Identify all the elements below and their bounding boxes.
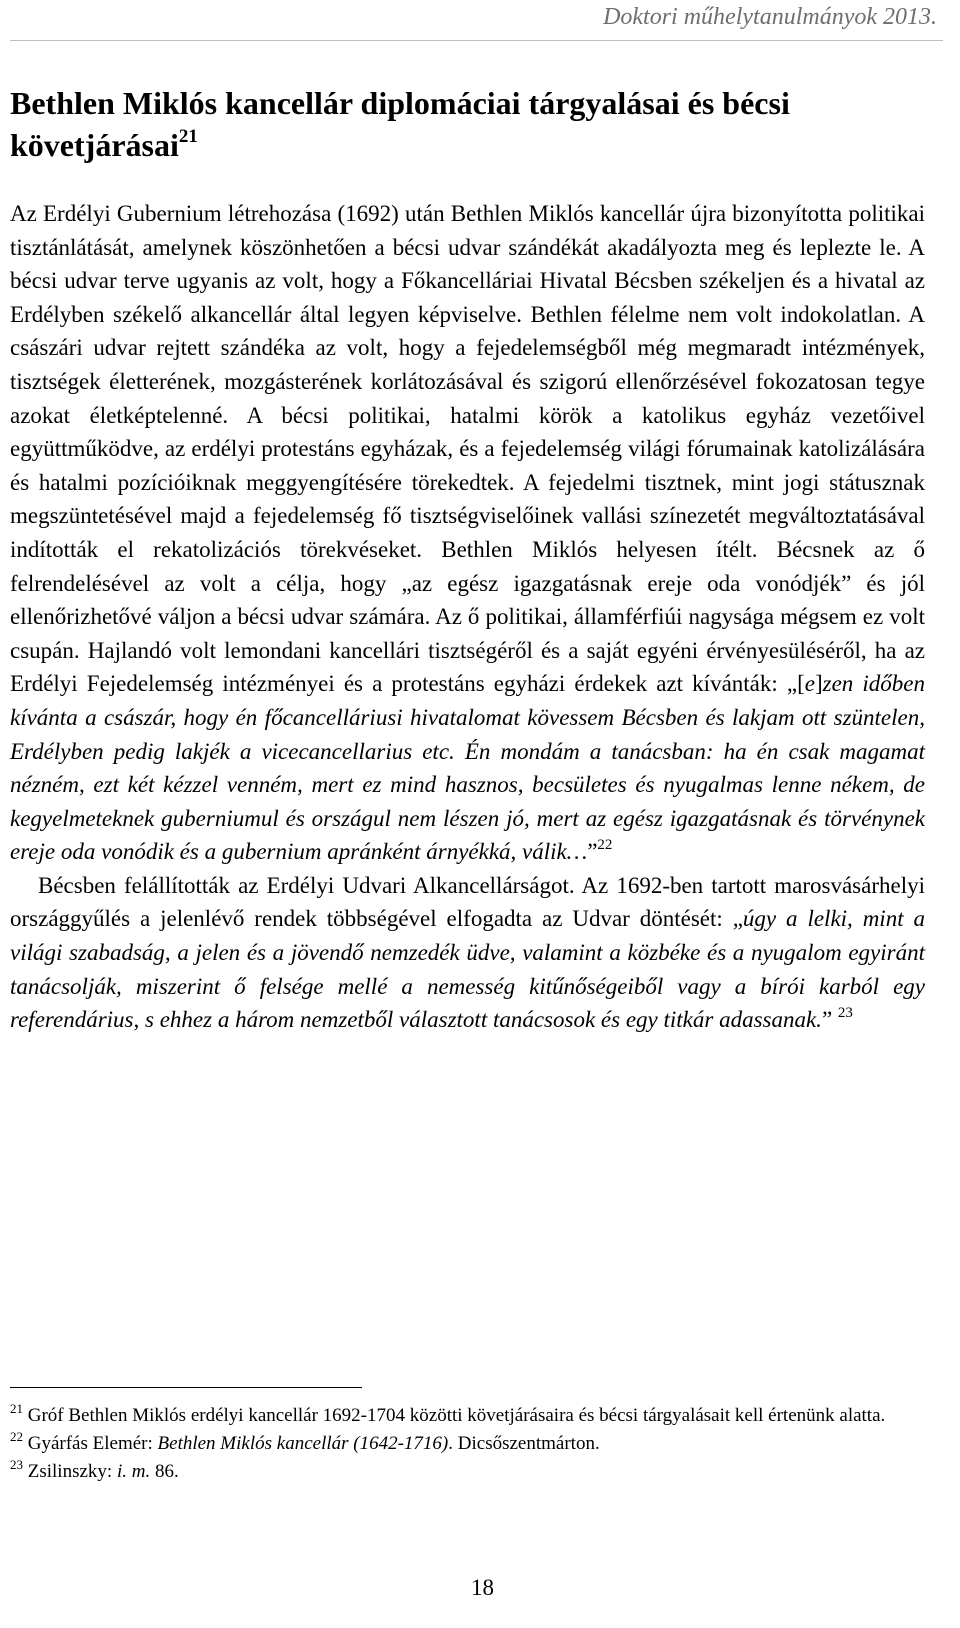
title-footnote-ref[interactable]: 21 — [178, 126, 198, 147]
footnote-ibid: i. m. — [116, 1461, 151, 1482]
footnote-number: 21 — [10, 1401, 23, 1416]
footnote-author: Zsilinszky: — [27, 1461, 117, 1482]
paragraph-1 — [10, 197, 925, 869]
document-page — [10, 0, 955, 1628]
header-rule — [10, 40, 943, 41]
quote-end-mark: ” — [587, 839, 598, 865]
paragraph-1-text: Az Erdélyi Gubernium létrehozása (1692) után Bethlen Miklós kancellár újra bizonyította politikai tisztánlátását, amelynek köszönhetően a bécsi udvar szándékát akadályozta meg és leplezte le. A bécsi udvar terve ugyanis az volt, hogy a Főkancelláriai Hivatal Bécsben székeljen és a hivatal az Erdélyben székelő alkancellár által legyen képviselve. Bethlen félelme nem volt indokolatlan. A császári udvar rejtett szándéka az volt, hogy a fejedelemségből még megmaradt intézmények, tisztségek életterének, mozgásterének korlátozásával és szigorú ellenőrzésével fokozatosan tegye azokat életképtelenné. A bécsi politikai, hatalmi körök a katolikus egyház vezetőivel együttműködve, az erdélyi protestáns egyházak, és a fejedelemség világi fórumainak katolizálására és hatalmi pozícióiknak meggyengítésére törekedtek. A fejedelmi tisztnek, mint jogi státusznak megszüntetésével majd a fejedelemség fő tisztségviselőinek vallási színezetét megváltoztatásával indították el rekatolizációs törekvéseket. Bethlen Miklós helyesen ítélt. Bécsnek az ő felrendelésével az volt a célja, hogy „az egész igazgatásnak ereje oda vonódjék” és jól ellenőrizhetővé váljon a bécsi udvar számára. Az ő politikai, államférfiúi nagysága mégsem ez volt csupán. Hajlandó volt lemondani kancellári tisztségéről és a saját egyéni érvényesüléséről, ha az Erdélyi Fejedelemség intézményei és a protestáns egyházi érdekek azt kívánták: „[ — [10, 201, 925, 697]
article-body — [10, 197, 925, 1037]
quote-diet: úgy a lelki, mint a világi szabadság, a jelen és a jövendő nemzedék üdve, valamint a közbéke és a nyugalom egyiránt tanácsolják, miszerint ő felsége mellé a nemesség kitűnőségeiből vagy a bírói karból egy referendárius, s ehhez a három nemzetből választott tanácsosok és egy titkár adassanak. — [10, 906, 925, 1033]
footnote-ref-22[interactable]: 22 — [597, 837, 613, 854]
footnote-place: . Dicsőszentmárton. — [448, 1433, 600, 1454]
footnote-23 — [10, 1458, 925, 1486]
article-title-text: Bethlen Miklós kancellár diplomáciai tárgyalásai és bécsi követjárásai — [10, 85, 790, 163]
footnote-author: Gyárfás Elemér: — [27, 1433, 158, 1454]
quote-bracket-close: ] — [814, 671, 823, 697]
footnote-22 — [10, 1430, 925, 1458]
page-number: 18 — [471, 1575, 494, 1600]
running-header: Doktori műhelytanulmányok 2013. — [603, 4, 937, 30]
footnotes — [10, 1402, 925, 1486]
footnote-21 — [10, 1402, 925, 1430]
footnote-number: 22 — [10, 1429, 23, 1444]
footnote-number: 23 — [10, 1457, 23, 1472]
footnote-book-title: Bethlen Miklós kancellár (1642-1716) — [157, 1433, 449, 1454]
article-title — [10, 82, 930, 166]
quote-bethlen: zen időben kívánta a császár, hogy én főcancelláriusi hivatalomat kövessem Bécsben és lakjam ott szüntelen, Erdélyben pedig lakjék a vicecancellarius etc. Én mondám a tanácsban: ha én csak magamat nézném, ezt két kézzel venném, mert ez mind hasznos, becsületes és nyugalmas lenne nékem, de kegyelmeteknek guberniumul és országul nem lészen jó, mert az egész igazgatásnak és törvénynek ereje oda vonódik és a gubernium apránként árnyékká, válik… — [10, 671, 925, 865]
paragraph-2 — [10, 869, 925, 1037]
footnote-page: 86. — [150, 1461, 179, 1482]
paragraph-2-text: Bécsben felállították az Erdélyi Udvari Alkancellárságot. Az 1692-ben tartott marosvásárhelyi országgyűlés a jelenlévő rendek többségével elfogadta az Udvar döntését: „ — [10, 872, 925, 932]
quote-end-mark: ” — [821, 1007, 833, 1033]
footnote-separator — [10, 1387, 362, 1388]
quote-bracket-letter: e — [804, 671, 815, 697]
footnote-text: Gróf Bethlen Miklós erdélyi kancellár 1692-1704 közötti követjárásaira és bécsi tárgyalásait kell értenünk alatta. — [27, 1405, 886, 1426]
footnote-ref-23[interactable]: 23 — [837, 1005, 853, 1022]
